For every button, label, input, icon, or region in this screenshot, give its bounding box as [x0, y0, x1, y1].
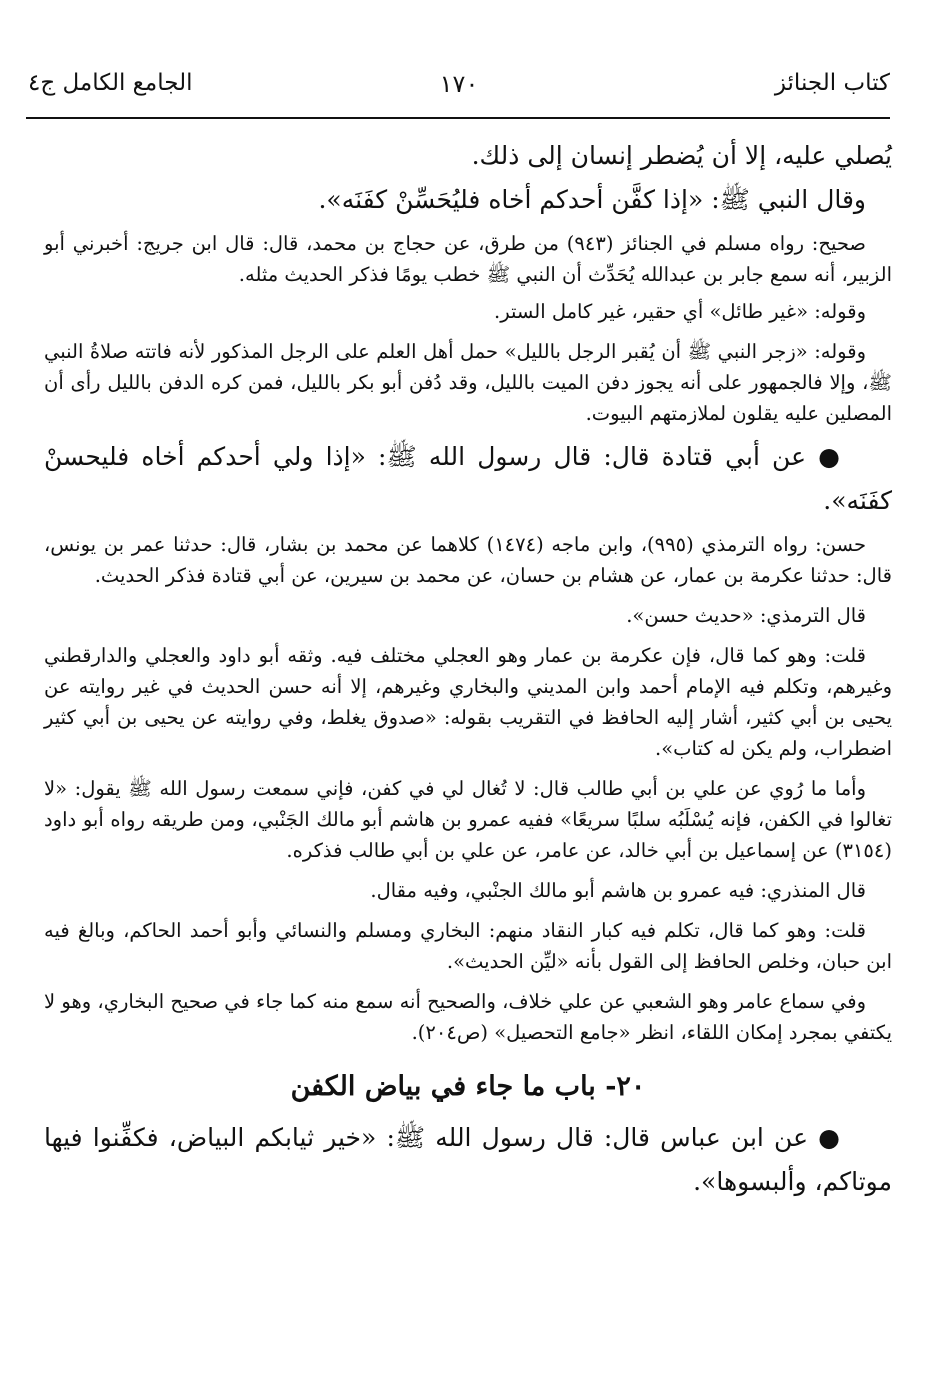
- chapter-name: كتاب الجنائز: [774, 70, 890, 96]
- main-text-continuation: يُصلي عليه، إلا أن يُضطر إنسان إلى ذلك.: [471, 141, 892, 170]
- hadith-text-body: عن أبي قتادة قال: قال رسول الله ﷺ: «إذا ولي أحدكم أخاه فليحسنْ كفَنَه».: [44, 442, 892, 515]
- hadith-text: [44, 1116, 892, 1204]
- bullet-icon: ●: [818, 442, 840, 471]
- takhrij-note: صحيح: رواه مسلم في الجنائز (٩٤٣) من طرق، عن حجاج بن محمد، قال: قال ابن جريج: أخبرني أبو الزبير، أنه سمع جابر بن عبدالله يُحَدِّث أن النبي ﷺ خطب يومًا فذكر الحديث مثله.: [44, 232, 892, 286]
- page-body: [44, 128, 892, 1204]
- commentary-note: قلت: وهو كما قال، تكلم فيه كبار النقاد منهم: البخاري ومسلم والنسائي وأبو أحمد الحاكم، وبالغ فيه ابن حبان، وخلص الحافظ إلى القول بأنه «ليِّن الحديث».: [44, 919, 892, 973]
- chapter-heading: ٢٠- باب ما جاء في بياض الكفن: [290, 1071, 646, 1102]
- page-number: ١٧٠: [439, 70, 479, 98]
- header-divider: [26, 117, 890, 119]
- commentary-note: وفي سماع عامر وهو الشعبي عن علي خلاف، والصحيح أنه سمع منه كما جاء في صحيح البخاري، وهو لا يكتفي بمجرد إمكان اللقاء، انظر «جامع التحصيل» (ص٢٠٤).: [44, 990, 892, 1044]
- hadith-text: [44, 435, 892, 523]
- page-header: [28, 66, 890, 106]
- bullet-icon: ●: [818, 1123, 840, 1152]
- commentary-note: وقوله: «زجر النبي ﷺ أن يُقبر الرجل بالليل» حمل أهل العلم على الرجل المذكور لأنه فاتته صلاةُ النبي ﷺ، وإلا فالجمهور على أنه يجوز دفن الميت بالليل، وقد دُفن أبو بكر بالليل، فمن كره الدفن بالليل رأى أن المصلين عليه يقلون لملازمتهم البيوت.: [44, 340, 892, 425]
- book-title: الجامع الكامل ج٤: [28, 70, 193, 96]
- commentary-note: قلت: وهو كما قال، فإن عكرمة بن عمار وهو العجلي مختلف فيه. وثقه أبو داود والعجلي والدارقطني وغيرهم، وتكلم فيه الإمام أحمد وابن المديني والبخاري وغيرهم، إلا أنه حسن الحديث في غير روايته عن يحيى بن أبي كثير، أشار إليه الحافظ في التقريب بقوله: «صدوق يغلط، وفي روايته عن يحيى بن أبي كثير اضطراب، ولم يكن له كتاب».: [44, 644, 892, 760]
- commentary-note: وأما ما رُوي عن علي بن أبي طالب قال: لا تُغال لي في كفن، فإني سمعت رسول الله ﷺ يقول: «لا تغالوا في الكفن، فإنه يُسْلَبُه سلبًا سريعًا» ففيه عمرو بن هاشم أبو مالك الجَنْبي، ومن طريقه رواه أبو داود (٣١٥٤) عن إسماعيل بن أبي خالد، عن عامر، عن علي بن أبي طالب فذكره.: [44, 777, 892, 862]
- hadith-text-body: عن ابن عباس قال: قال رسول الله ﷺ: «خير ثيابكم البياض، فكفِّنوا فيها موتاكم، وألبسوها».: [44, 1123, 892, 1196]
- takhrij-note: حسن: رواه الترمذي (٩٩٥)، وابن ماجه (١٤٧٤) كلاهما عن محمد بن بشار، قال: حدثنا عمر بن يونس، قال: حدثنا عكرمة بن عمار، عن هشام بن حسان، عن محمد بن سيرين، عن أبي قتادة فذكر الحديث.: [44, 533, 892, 587]
- commentary-note: وقوله: «غير طائل» أي حقير، غير كامل الستر.: [494, 300, 866, 323]
- commentary-note: قال الترمذي: «حديث حسن».: [626, 604, 866, 627]
- hadith-text: وقال النبي ﷺ: «إذا كفَّن أحدكم أخاه فليُحَسِّنْ كفَنَه».: [318, 185, 866, 214]
- commentary-note: قال المنذري: فيه عمرو بن هاشم أبو مالك الجنْبي، وفيه مقال.: [370, 879, 866, 902]
